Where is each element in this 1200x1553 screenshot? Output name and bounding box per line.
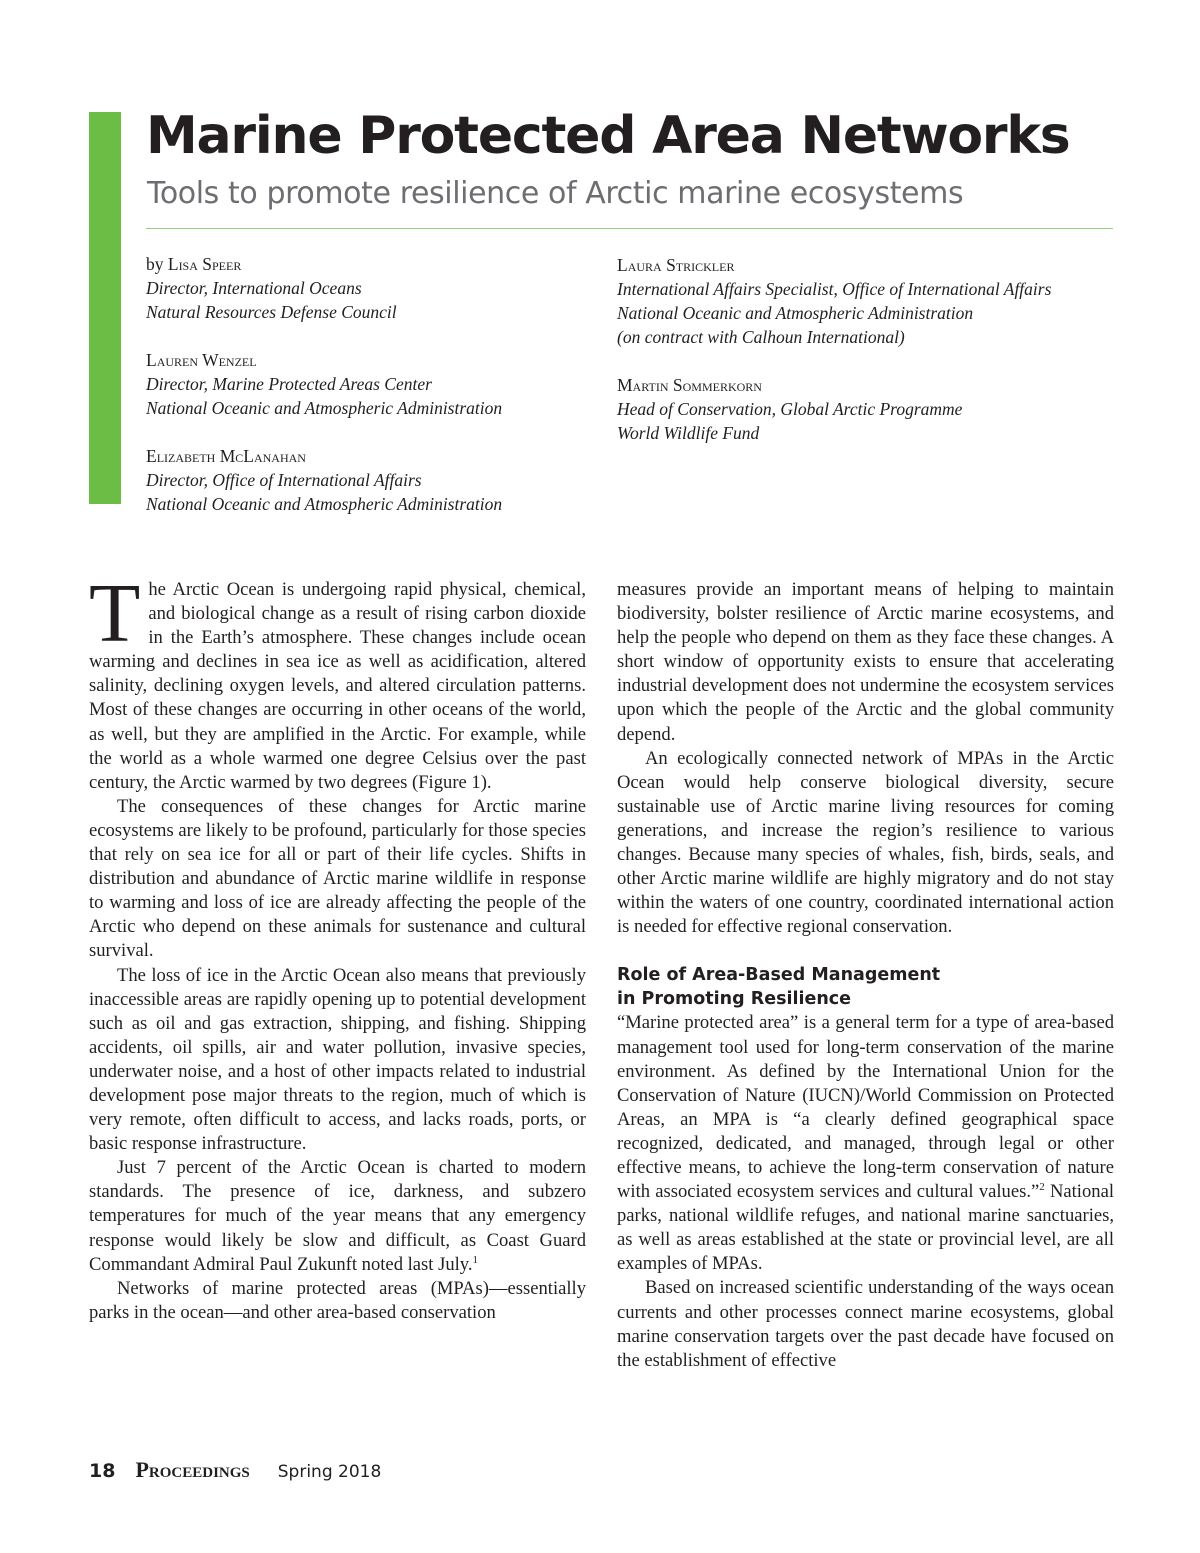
paragraph-text: “Marine protected area” is a general term for a type of area-based management tool used for long-term conservation of the marine environment. As defined by the International Union for the Conservation of Nature (IUCN)/World Commission on Protected Areas, an MPA is “a clearly defined geographical space recognized, dedicated, and managed, through legal or other effective means, to achieve the long-term conservation of nature with associated ecosystem services and cultural values.” <box>617 1012 1114 1203</box>
author-role: Director, Office of International Affairs <box>146 470 422 490</box>
footnote-ref-1[interactable]: 1 <box>472 1253 479 1266</box>
section-heading <box>617 963 1114 1011</box>
journal-name: Proceedings <box>135 1457 250 1482</box>
author-affiliation: National Oceanic and Atmospheric Administration <box>617 303 974 323</box>
body-paragraph: Networks of marine protected areas (MPAs)—essentially parks in the ocean—and other area-based conservation <box>89 1277 586 1323</box>
paragraph-text: he Arctic Ocean is undergoing rapid physical, chemical, and biological change as a result of rising carbon dioxide in the Earth’s atmosphere. These changes include ocean warming and declines in sea ice as well as acidification, altered salinity, declining oxygen levels, and altered circulation patterns. Most of these changes are occurring in other oceans of the world, as well, but they are amplified in the Arctic. For example, while the world as a whole warmed one degree Celsius over the past century, the Arctic warmed by two degrees (Figure 1). <box>89 579 586 793</box>
title-divider <box>146 228 1113 229</box>
body-paragraph <box>89 1156 586 1276</box>
author-name: Lauren Wenzel <box>146 350 257 370</box>
author-affiliation: Natural Resources Defense Council <box>146 302 397 322</box>
section-heading-line: Role of Area-Based Management <box>617 965 941 986</box>
byline-prefix: by <box>146 254 168 274</box>
author-block <box>617 373 1137 445</box>
drop-cap: T <box>89 567 141 660</box>
body-paragraph: Based on increased scientific understanding of the ways ocean currents and other processes connect marine ecosystems, global marine conservation targets over the past decade have focused on the establishment of effective <box>617 1277 1114 1371</box>
body-paragraph <box>617 1011 1114 1276</box>
body-column-left <box>89 567 586 1325</box>
article-subtitle: Tools to promote resilience of Arctic marine ecosystems <box>147 176 964 211</box>
paragraph-text: National parks, national wildlife refuges, and national marine sanctuaries, as well as areas established at the state or provincial level, are all examples of MPAs. <box>617 1181 1114 1275</box>
author-affiliation: World Wildlife Fund <box>617 423 760 443</box>
author-block <box>146 348 586 420</box>
section-heading-line: in Promoting Resilience <box>617 989 852 1010</box>
issue-date: Spring 2018 <box>277 1462 382 1482</box>
author-name: Elizabeth McLanahan <box>146 446 306 466</box>
footnote-ref-2[interactable]: 2 <box>1039 1180 1045 1193</box>
body-column-right <box>617 578 1114 1373</box>
page-number: 18 <box>89 1460 116 1482</box>
article-title: Marine Protected Area Networks <box>146 106 1070 166</box>
author-block <box>146 444 586 516</box>
author-role: International Affairs Specialist, Office of International Affairs <box>617 279 1052 299</box>
author-name-text: Lisa Speer <box>167 254 242 274</box>
author-affiliation: National Oceanic and Atmospheric Administration <box>146 494 503 514</box>
author-block <box>617 253 1137 349</box>
body-paragraph: An ecologically connected network of MPAs in the Arctic Ocean would help conserve biological diversity, secure sustainable use of Arctic marine living resources for coming generations, and increase the region’s resilience to various changes. Because many species of whales, fish, birds, seals, and other Arctic marine wildlife are highly migratory and do not stay within the waters of one country, coordinated international action is needed for effective regional conservation. <box>617 747 1114 938</box>
authors-right-column <box>617 253 1137 469</box>
authors-left-column <box>146 252 586 540</box>
author-role: Head of Conservation, Global Arctic Programme <box>617 399 963 419</box>
paragraph-text: Just 7 percent of the Arctic Ocean is charted to modern standards. The presence of ice, darkness, and subzero temperatures for much of the year means that any emergency response would likely be slow and difficult, as Coast Guard Commandant Admiral Paul Zukunft noted last July. <box>89 1157 586 1275</box>
author-name <box>146 252 586 276</box>
author-name: Laura Strickler <box>617 255 735 275</box>
page-footer <box>89 1457 381 1485</box>
author-role: Director, Marine Protected Areas Center <box>146 374 432 394</box>
green-accent-bar <box>89 112 121 504</box>
body-paragraph: The loss of ice in the Arctic Ocean also means that previously inaccessible areas are rapidly opening up to potential development such as oil and gas extraction, shipping, and fishing. Shipping accidents, oil spills, air and water pollution, invasive species, underwater noise, and a host of other impacts related to industrial development pose major threats to the region, much of which is very remote, often difficult to access, and lacks roads, ports, or basic response infrastructure. <box>89 964 586 1155</box>
author-affiliation: National Oceanic and Atmospheric Administration <box>146 398 503 418</box>
author-block <box>146 252 586 324</box>
author-name: Martin Sommerkorn <box>617 375 762 395</box>
body-paragraph: The consequences of these changes for Arctic marine ecosystems are likely to be profound, particularly for those species that rely on sea ice for all or part of their life cycles. Shifts in distribution and abundance of Arctic marine wildlife in response to warming and loss of ice are already affecting the people of the Arctic who depend on these animals for sustenance and cultural survival. <box>89 795 586 962</box>
author-role: Director, International Oceans <box>146 278 362 298</box>
body-paragraph <box>89 567 586 795</box>
body-paragraph: measures provide an important means of helping to maintain biodiversity, bolster resilience of Arctic marine ecosystems, and help the people who depend on them as they face these changes. A short window of opportunity exists to ensure that accelerating industrial development does not undermine the ecosystem services upon which the people of the Arctic and the global community depend. <box>617 579 1114 745</box>
author-note: (on contract with Calhoun International) <box>617 327 905 347</box>
